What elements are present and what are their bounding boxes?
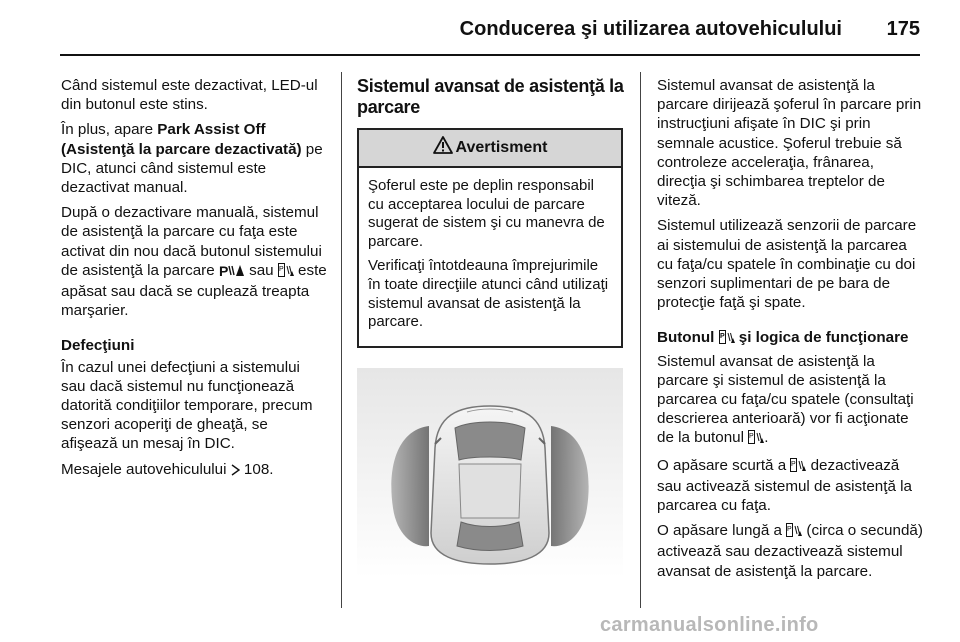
text: şi logica de funcţionare: [734, 329, 909, 347]
paragraph: În cazul unei defecţiuni a sistemului sau dacă sistemul nu funcţionează datorită condiţiilor temporare, precum senzori acoperiţi de gheaţă, se afişează un mesaj în DIC.: [61, 358, 313, 453]
watermark: carmanualsonline.info: [600, 614, 819, 636]
park-assist-icon: [719, 330, 735, 349]
text: .: [764, 429, 769, 447]
text: sau: [244, 261, 278, 279]
paragraph: [61, 120, 327, 197]
park-assist-icon: [748, 430, 764, 449]
paragraph: [657, 456, 923, 516]
text: În plus, apare: [61, 121, 158, 139]
warning-text: Verificaţi întotdeauna împrejurimile în toate direcţiile atunci când utilizaţi sistemul avansat de asistenţă la parcare.: [368, 257, 609, 331]
svg-text:P: P: [218, 262, 229, 277]
park-assist-icon: [786, 523, 802, 542]
text: O apăsare scurtă a: [657, 456, 791, 474]
text: O apăsare lungă a: [657, 522, 787, 540]
warning-header: [359, 130, 621, 168]
warning-icon: [433, 136, 453, 159]
paragraph: Sistemul utilizează senzorii de parcare ai sistemului de asistenţă la parcarea cu faţa/cu spatele în combinaţie cu doi senzori suplimentari de pe bara de protecţie faţă şi spate.: [657, 217, 917, 312]
column-1: [61, 76, 327, 487]
park-assist-icon: [278, 263, 294, 282]
text: Sistemul avansat de asistenţă la parcare şi sistemul de asistenţă la parcarea cu faţa/cu spatele (consultaţi descrierea anterioară) vor fi acţionate de la butonul: [657, 352, 914, 447]
warning-title: Avertisment: [455, 139, 548, 157]
park-assist-icon: [790, 458, 806, 477]
paragraph: [657, 352, 923, 450]
column-2: [357, 76, 625, 578]
paragraph: [61, 203, 327, 320]
text: pe DIC, atunci când sistemul este dezactivat manual.: [61, 140, 323, 197]
text: După o dezactivare manuală, sistemul de asistenţă la parcare cu faţa este activat din nou dacă butonul sistemului de asistenţă la parcare: [61, 204, 322, 279]
svg-text:P: P: [719, 333, 725, 341]
paragraph: Sistemul avansat de asistenţă la parcare dirijează şoferul în parcare prin instrucţiuni afişate în DIC şi prin semnale acustice. Şoferul trebuie să controleze acceleraţia, frânarea, direcţia şi schimbarea treptelor de viteză.: [657, 77, 922, 210]
text: dezactivează sau activează sistemul de asistenţă la parcarea cu faţa.: [657, 456, 912, 515]
warning-body: [359, 168, 621, 346]
header-divider: [60, 54, 920, 56]
warning-text: Şoferul este pe deplin responsabil cu acceptarea locului de parcare sugerat de sistem şi cu manevra de parcare.: [368, 177, 605, 250]
page-reference-icon: [231, 462, 240, 481]
page-header: [0, 0, 960, 58]
svg-text:P: P: [787, 526, 792, 534]
page-reference: 108.: [239, 460, 274, 478]
advanced-park-assist-icon: [219, 263, 245, 282]
page-title: Conducerea şi utilizarea autovehiculului: [459, 18, 842, 40]
paragraph: [61, 460, 327, 481]
section-heading: Sistemul avansat de asistenţă la parcare: [357, 76, 624, 117]
column-3: [657, 76, 923, 587]
warning-box: [357, 128, 623, 348]
display-message: Park Assist Off (Asistenţă la parcare dezactivată): [61, 121, 302, 158]
faults-heading: Defecţiuni: [61, 337, 135, 355]
paragraph: [657, 521, 923, 581]
column-divider-2: [640, 72, 641, 608]
svg-text:P: P: [791, 460, 797, 468]
text: este apăsat sau dacă se cuplează treapta marşarier.: [61, 261, 327, 320]
svg-text:P: P: [278, 265, 284, 273]
car-sensor-illustration: [357, 368, 625, 578]
text: Mesajele autovehiculului: [61, 460, 231, 478]
page-number: 175: [886, 18, 920, 40]
text: (circa o secundă) activează sau dezactivează sistemul avansat de asistenţă la parcare.: [657, 522, 923, 580]
paragraph: Când sistemul este dezactivat, LED-ul din butonul este stins.: [61, 77, 318, 114]
column-divider-1: [341, 72, 342, 608]
button-heading: [657, 328, 923, 349]
text: Butonul: [657, 329, 719, 347]
svg-text:P: P: [749, 433, 754, 441]
